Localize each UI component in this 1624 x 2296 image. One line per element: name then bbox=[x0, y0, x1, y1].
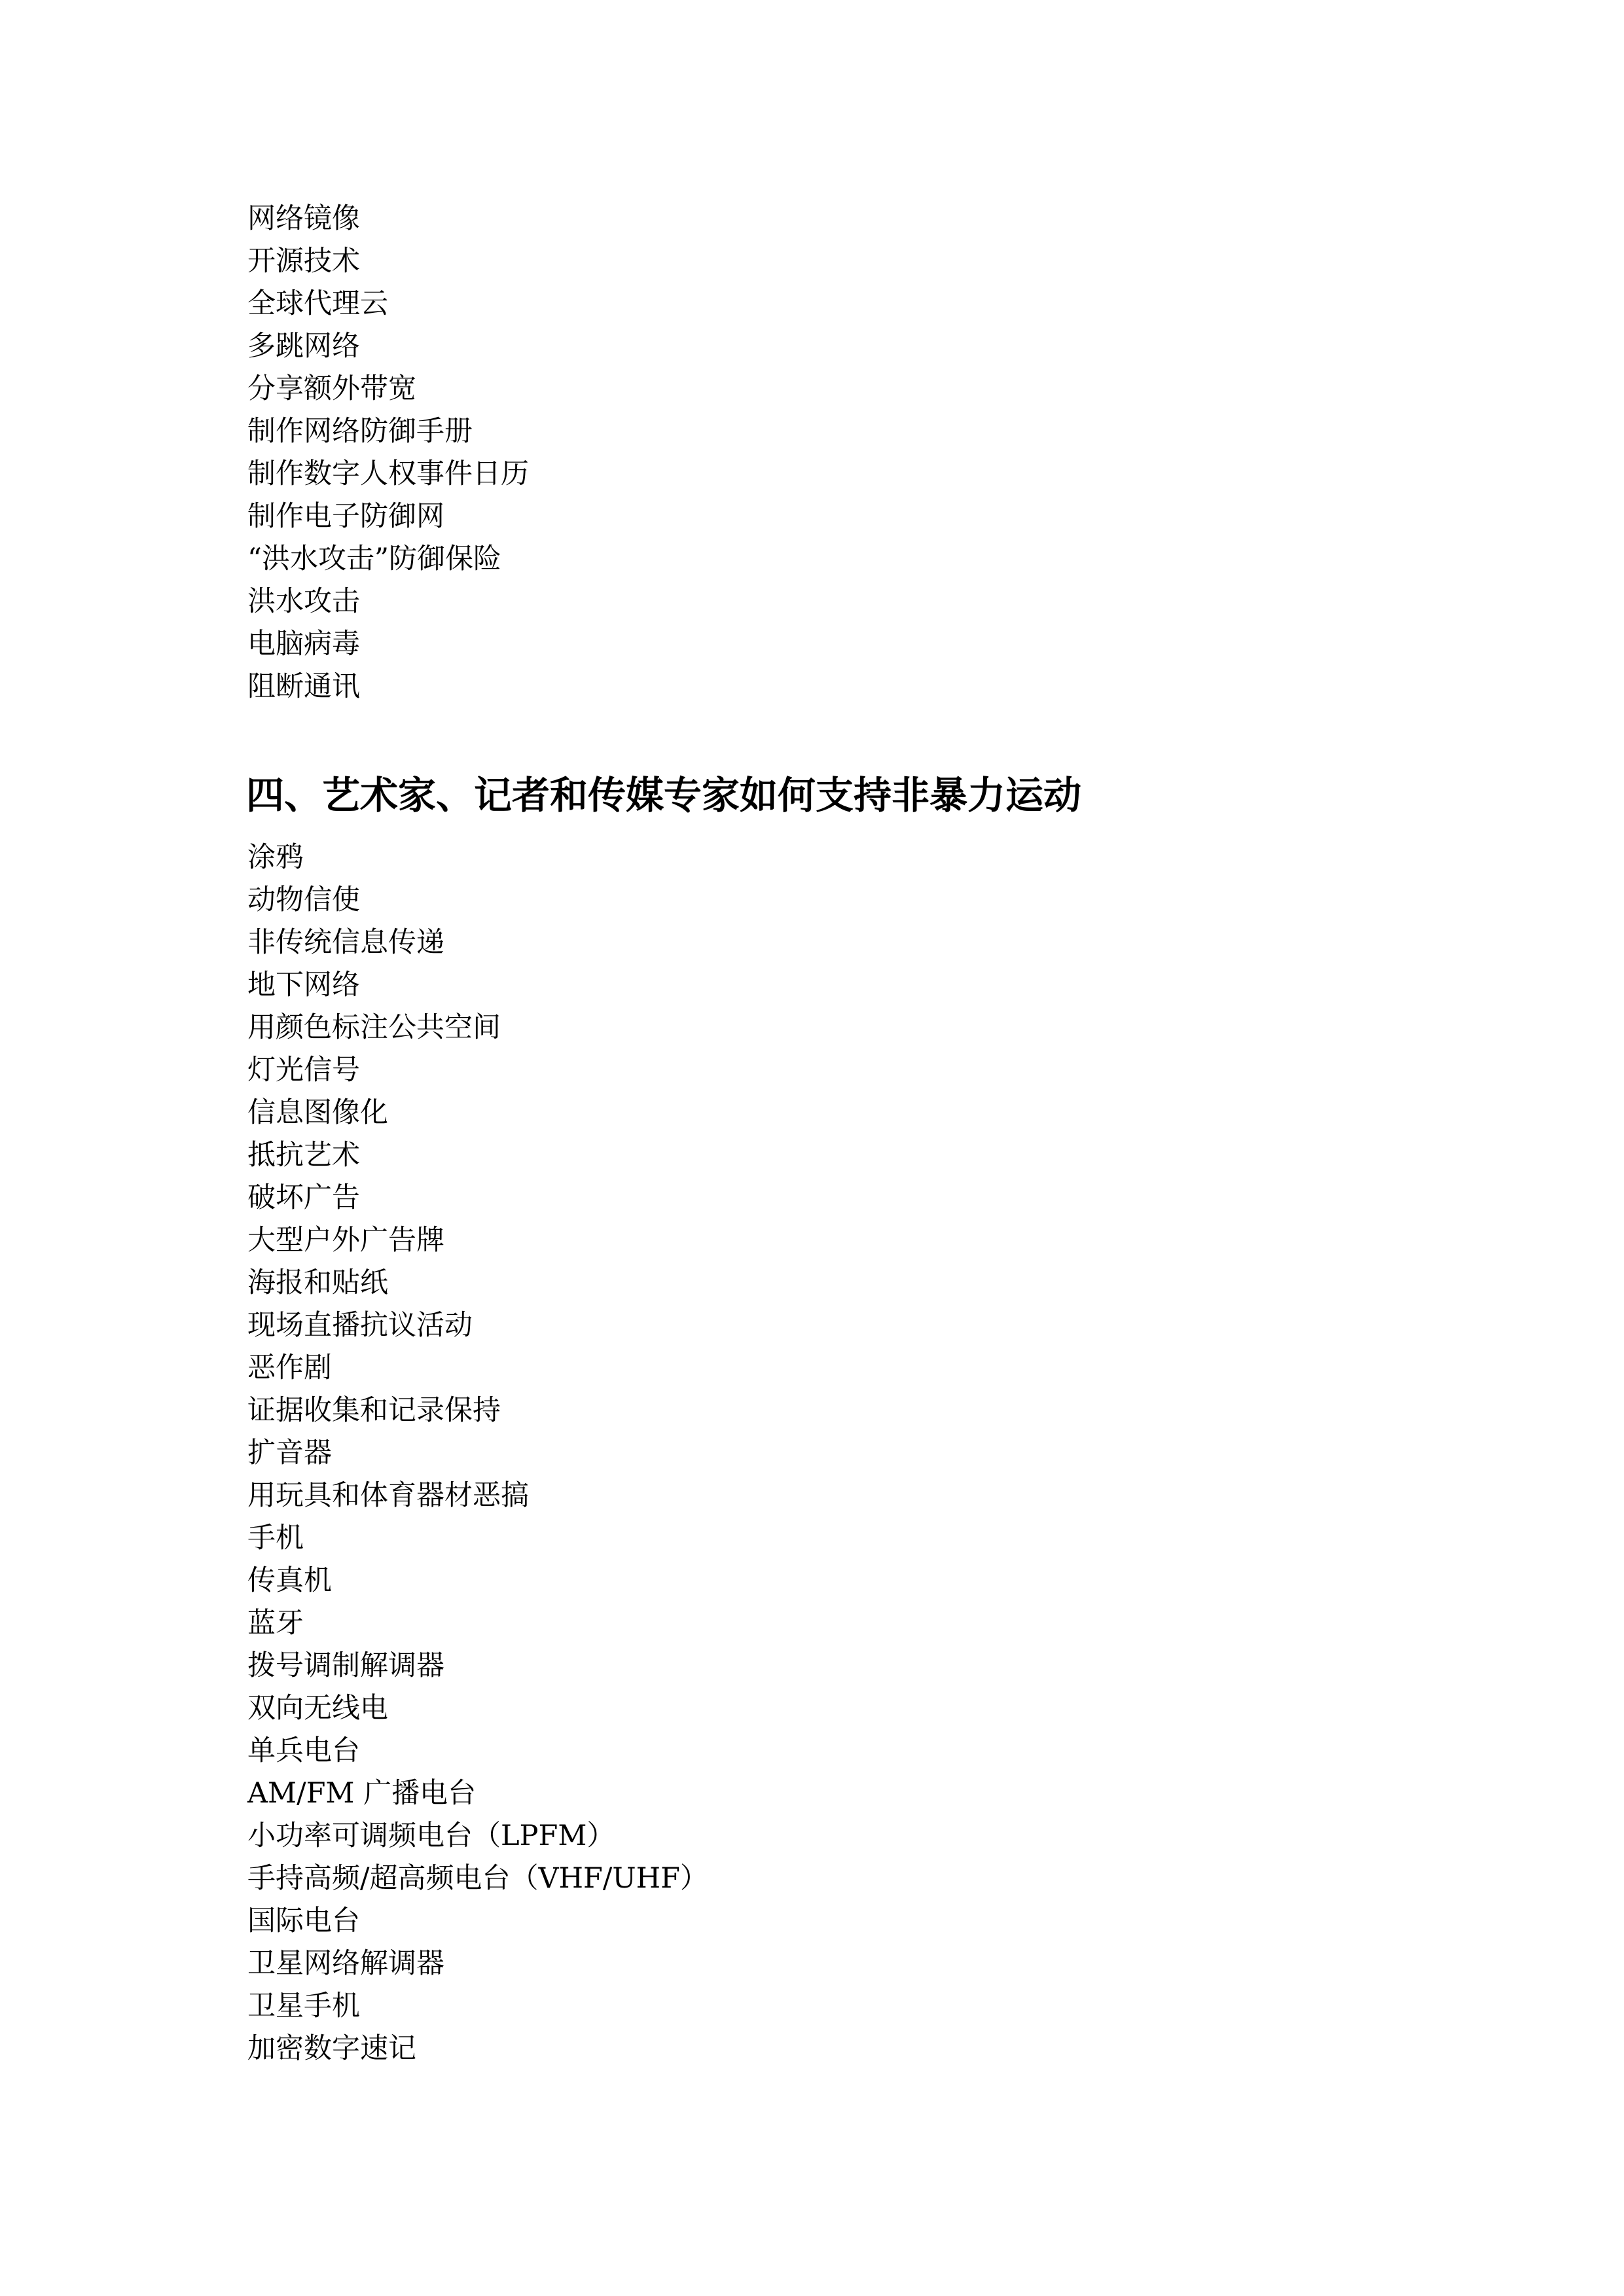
list-item: 手持高频/超高频电台（VHF/UHF） bbox=[247, 1862, 708, 1895]
section-four-heading: 四、艺术家、记者和传媒专家如何支持非暴力运动 bbox=[246, 773, 1082, 817]
list-item: 海报和贴纸 bbox=[247, 1266, 388, 1299]
list-item: 破坏广告 bbox=[247, 1181, 360, 1214]
list-item: 证据收集和记录保持 bbox=[247, 1394, 501, 1427]
list-item: 制作电子防御网 bbox=[247, 500, 444, 533]
list-item: 卫星手机 bbox=[247, 1990, 360, 2022]
list-item: 抵抗艺术 bbox=[247, 1139, 360, 1172]
list-item: 制作网络防御手册 bbox=[247, 415, 473, 448]
list-item: 单兵电台 bbox=[247, 1734, 360, 1767]
list-item: 动物信使 bbox=[247, 884, 360, 916]
list-item: 阻断通讯 bbox=[247, 670, 360, 703]
list-item: 洪水攻击 bbox=[247, 585, 360, 618]
list-item: 小功率可调频电台（LPFM） bbox=[247, 1820, 615, 1852]
section-four-item-list bbox=[247, 836, 708, 2070]
list-item: 传真机 bbox=[247, 1564, 332, 1597]
list-item: 现场直播抗议活动 bbox=[247, 1309, 473, 1342]
list-item: 全球代理云 bbox=[247, 287, 388, 320]
list-item: AM/FM 广播电台 bbox=[247, 1777, 477, 1810]
list-item: 电脑病毒 bbox=[247, 628, 360, 660]
list-item: 用玩具和体育器材恶搞 bbox=[247, 1479, 529, 1512]
list-item: 灯光信号 bbox=[247, 1054, 360, 1086]
list-item: 双向无线电 bbox=[247, 1692, 388, 1725]
list-item: 信息图像化 bbox=[247, 1096, 388, 1129]
list-item: 制作数字人权事件日历 bbox=[247, 457, 529, 490]
list-item: 拨号调制解调器 bbox=[247, 1649, 444, 1682]
list-item: 多跳网络 bbox=[247, 330, 360, 363]
list-item: 大型户外广告牌 bbox=[247, 1224, 444, 1257]
list-item: 手机 bbox=[247, 1522, 304, 1554]
list-item: 涂鸦 bbox=[247, 841, 304, 874]
list-item: 加密数字速记 bbox=[247, 2032, 416, 2065]
list-item: 国际电台 bbox=[247, 1905, 360, 1937]
list-item: 恶作剧 bbox=[247, 1352, 332, 1384]
list-item: 开源技术 bbox=[247, 245, 360, 278]
list-item: 卫星网络解调器 bbox=[247, 1947, 444, 1980]
list-item: 非传统信息传递 bbox=[247, 926, 444, 959]
list-item: 用颜色标注公共空间 bbox=[247, 1011, 501, 1044]
list-item: 分享额外带宽 bbox=[247, 372, 416, 405]
list-item: 扩音器 bbox=[247, 1437, 332, 1469]
list-item: 蓝牙 bbox=[247, 1607, 304, 1640]
list-item: 网络镜像 bbox=[247, 202, 360, 235]
list-item: 地下网络 bbox=[247, 969, 360, 1001]
top-item-list bbox=[247, 198, 529, 708]
list-item: “洪水攻击”防御保险 bbox=[247, 543, 501, 575]
